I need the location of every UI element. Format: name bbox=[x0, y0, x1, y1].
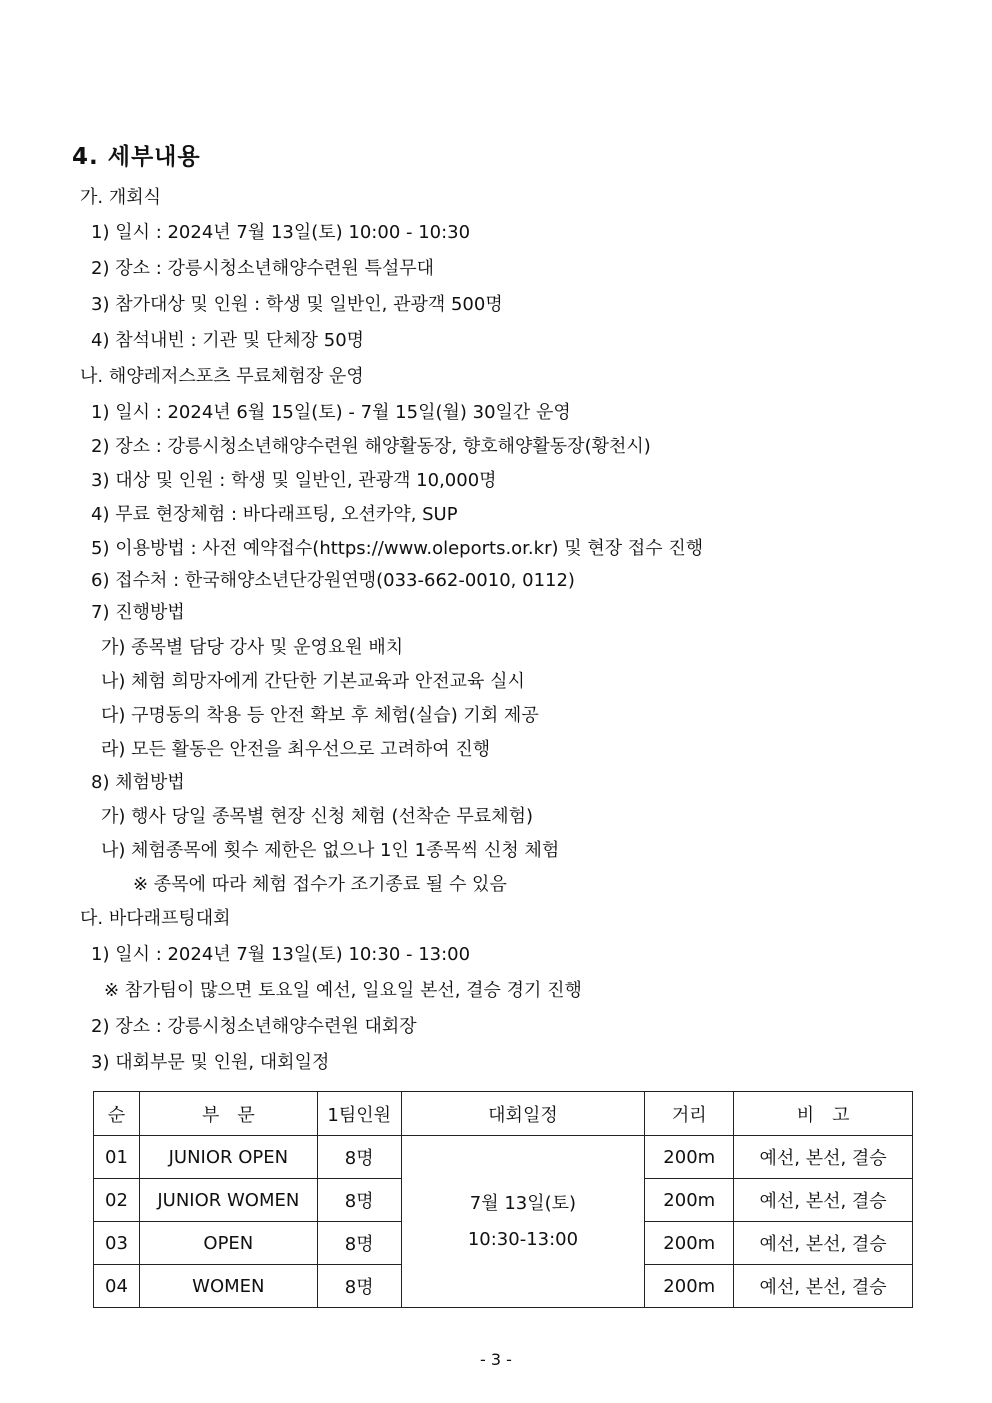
cell-members: 8명 bbox=[317, 1179, 401, 1222]
header-no: 순 bbox=[94, 1092, 140, 1136]
experience-item-progress-title: 7) 진행방법 bbox=[91, 602, 185, 623]
method-item: 나) 체험종목에 횟수 제한은 없으나 1인 1종목씩 신청 체험 bbox=[101, 840, 560, 861]
opening-item-place: 2) 장소 : 강릉시청소년해양수련원 특설무대 bbox=[91, 258, 435, 279]
rafting-item-divisions: 3) 대회부문 및 인원, 대회일정 bbox=[91, 1052, 330, 1073]
section-heading: 4. 세부내용 bbox=[72, 144, 201, 170]
rafting-note: ※ 참가팀이 많으면 토요일 예선, 일요일 본선, 결승 경기 진행 bbox=[104, 980, 582, 1001]
opening-item-guests: 4) 참석내빈 : 기관 및 단체장 50명 bbox=[91, 330, 365, 351]
cell-schedule bbox=[401, 1136, 645, 1308]
header-members: 1팀인원 bbox=[317, 1092, 401, 1136]
cell-division: WOMEN bbox=[139, 1265, 317, 1308]
cell-note: 예선, 본선, 결승 bbox=[734, 1265, 913, 1308]
progress-item: 라) 모든 활동은 안전을 최우선으로 고려하여 진행 bbox=[101, 739, 491, 760]
competition-table bbox=[93, 1091, 913, 1308]
method-item: 가) 행사 당일 종목별 현장 신청 체험 (선착순 무료체험) bbox=[101, 806, 533, 827]
cell-division: OPEN bbox=[139, 1222, 317, 1265]
cell-note: 예선, 본선, 결승 bbox=[734, 1136, 913, 1179]
cell-no: 02 bbox=[94, 1179, 140, 1222]
header-distance: 거리 bbox=[645, 1092, 734, 1136]
cell-note: 예선, 본선, 결승 bbox=[734, 1179, 913, 1222]
cell-no: 01 bbox=[94, 1136, 140, 1179]
method-note: ※ 종목에 따라 체험 접수가 조기종료 될 수 있음 bbox=[133, 874, 507, 895]
experience-item-programs: 4) 무료 현장체험 : 바다래프팅, 오션카약, SUP bbox=[91, 504, 458, 525]
cell-division: JUNIOR WOMEN bbox=[139, 1179, 317, 1222]
cell-distance: 200m bbox=[645, 1265, 734, 1308]
rafting-item-datetime: 1) 일시 : 2024년 7월 13일(토) 10:30 - 13:00 bbox=[91, 944, 471, 965]
table-row bbox=[94, 1136, 913, 1179]
progress-item: 가) 종목별 담당 강사 및 운영요원 배치 bbox=[101, 637, 404, 658]
schedule-time: 10:30-13:00 bbox=[467, 1228, 579, 1250]
experience-item-contact: 6) 접수처 : 한국해양소년단강원연맹(033-662-0010, 0112) bbox=[91, 570, 575, 591]
cell-division: JUNIOR OPEN bbox=[139, 1136, 317, 1179]
opening-item-participants: 3) 참가대상 및 인원 : 학생 및 일반인, 관광객 500명 bbox=[91, 294, 503, 315]
header-note: 비 고 bbox=[734, 1092, 913, 1136]
progress-item: 다) 구명동의 착용 등 안전 확보 후 체험(실습) 기회 제공 bbox=[101, 705, 539, 726]
rafting-item-place: 2) 장소 : 강릉시청소년해양수련원 대회장 bbox=[91, 1016, 417, 1037]
header-schedule: 대회일정 bbox=[401, 1092, 645, 1136]
subsection-title-rafting: 다. 바다래프팅대회 bbox=[80, 908, 231, 929]
subsection-title-opening: 가. 개회식 bbox=[80, 187, 161, 208]
experience-item-usage: 5) 이용방법 : 사전 예약접수(https://www.oleports.or.kr) 및 현장 접수 진행 bbox=[91, 538, 704, 559]
cell-no: 03 bbox=[94, 1222, 140, 1265]
cell-no: 04 bbox=[94, 1265, 140, 1308]
opening-item-datetime: 1) 일시 : 2024년 7월 13일(토) 10:00 - 10:30 bbox=[91, 222, 471, 243]
cell-distance: 200m bbox=[645, 1222, 734, 1265]
experience-item-method-title: 8) 체험방법 bbox=[91, 772, 185, 793]
cell-note: 예선, 본선, 결승 bbox=[734, 1222, 913, 1265]
cell-members: 8명 bbox=[317, 1265, 401, 1308]
experience-item-participants: 3) 대상 및 인원 : 학생 및 일반인, 관광객 10,000명 bbox=[91, 470, 497, 491]
schedule-date: 7월 13일(토) bbox=[469, 1192, 577, 1214]
cell-distance: 200m bbox=[645, 1179, 734, 1222]
page-number: - 3 - bbox=[480, 1350, 512, 1369]
experience-item-place: 2) 장소 : 강릉시청소년해양수련원 해양활동장, 향호해양활동장(황천시) bbox=[91, 436, 651, 457]
progress-item: 나) 체험 희망자에게 간단한 기본교육과 안전교육 실시 bbox=[101, 671, 525, 692]
experience-item-datetime: 1) 일시 : 2024년 6월 15일(토) - 7월 15일(월) 30일간 운영 bbox=[91, 402, 571, 423]
subsection-title-free-experience: 나. 해양레저스포츠 무료체험장 운영 bbox=[80, 366, 364, 387]
table-header-row bbox=[94, 1092, 913, 1136]
header-division: 부 문 bbox=[139, 1092, 317, 1136]
cell-distance: 200m bbox=[645, 1136, 734, 1179]
cell-members: 8명 bbox=[317, 1222, 401, 1265]
cell-members: 8명 bbox=[317, 1136, 401, 1179]
